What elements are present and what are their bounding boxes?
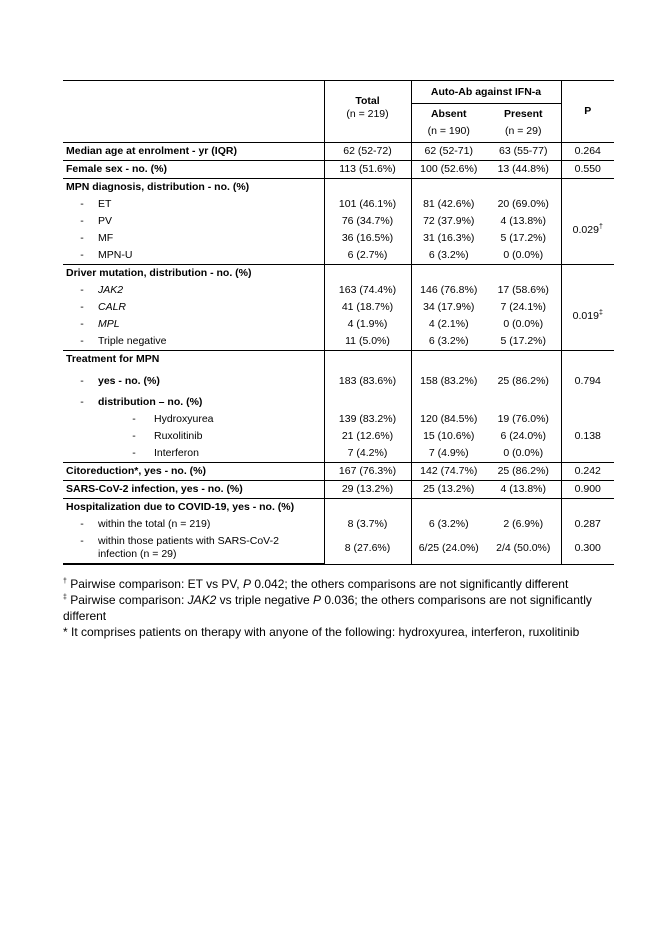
- cell-absent: 6 (3.2%): [411, 333, 486, 351]
- row-dash: -: [80, 284, 84, 296]
- cell-absent: 6 (3.2%): [411, 247, 486, 265]
- characteristics-table: [63, 80, 614, 565]
- cell-absent: 4 (2.1%): [411, 316, 486, 333]
- row-dash: -: [80, 215, 84, 227]
- cell-present: 20 (69.0%): [497, 198, 549, 210]
- row-label: within the total (n = 219): [98, 518, 211, 530]
- cell-total: 21 (12.6%): [324, 428, 411, 445]
- cell-total: 183 (83.6%): [324, 368, 411, 394]
- cell-total: 163 (74.4%): [324, 282, 411, 299]
- row-label: Median age at enrolment - yr (IQR): [63, 143, 324, 161]
- table-row-hospitalization-heading: [63, 499, 614, 517]
- row-dash: -: [80, 318, 84, 330]
- cell-absent: 142 (74.7%): [411, 463, 486, 481]
- header-row-1: [63, 81, 614, 104]
- cell-absent: 6 (3.2%): [411, 516, 486, 533]
- table-row-et: [63, 196, 614, 213]
- footnote-2: [63, 592, 623, 624]
- cell-absent: 6/25 (24.0%): [411, 533, 486, 565]
- header-blank-cell: [63, 81, 324, 143]
- row-label: Citoreduction*, yes - no. (%): [63, 463, 324, 481]
- cell-present: 63 (55-77): [486, 143, 561, 161]
- cell-p: 0.242: [561, 463, 614, 481]
- row-label: Hydroxyurea: [154, 413, 214, 425]
- cell-present: 5 (17.2%): [500, 232, 547, 244]
- table-row-mf: [63, 230, 614, 247]
- row-label: PV: [98, 215, 113, 227]
- header-total: [324, 81, 411, 124]
- table-row-triple-negative: [63, 333, 614, 351]
- table-row-hydroxyurea: [63, 411, 614, 428]
- cell-absent: 72 (37.9%): [411, 213, 486, 230]
- cell-absent: 7 (4.9%): [411, 445, 486, 463]
- table-row-treatment-heading: [63, 351, 614, 369]
- cell-total: 29 (13.2%): [324, 481, 411, 499]
- cell-total: 6 (2.7%): [324, 247, 411, 265]
- header-absent-n: (n = 190): [411, 123, 486, 143]
- header-present: Present: [503, 108, 543, 120]
- cell-total: 4 (1.9%): [324, 316, 411, 333]
- table-row-calr: [63, 299, 614, 316]
- table-row-treatment-distribution: [63, 394, 614, 411]
- table-row-mpn-heading: [63, 179, 614, 197]
- cell-total: 62 (52-72): [324, 143, 411, 161]
- row-dash: -: [80, 198, 84, 210]
- cell-total: 7 (4.2%): [324, 445, 411, 463]
- footnote-double-dagger-mark: ‡: [598, 309, 603, 316]
- footnote-3: * It comprises patients on therapy with anyone of the following: hydroxyurea, interferon, ruxolitinib: [63, 625, 580, 639]
- row-dash: -: [132, 413, 136, 425]
- cell-present: 0 (0.0%): [503, 318, 544, 330]
- row-dash: -: [80, 535, 84, 547]
- cell-present: 4 (13.8%): [486, 481, 561, 499]
- characteristics-table-container: [63, 80, 614, 565]
- row-dash: -: [80, 249, 84, 261]
- footnote-2-symbol: ‡: [63, 594, 67, 601]
- row-label: yes - no. (%): [98, 374, 160, 387]
- footnotes: [63, 576, 623, 640]
- table-row-hosp-total: [63, 516, 614, 533]
- row-label: MPN-U: [98, 249, 133, 261]
- table-row-citoreduction: [63, 463, 614, 481]
- cell-absent: 62 (52-71): [411, 143, 486, 161]
- cell-present: 25 (86.2%): [497, 374, 549, 387]
- row-label: Treatment for MPN: [63, 351, 324, 369]
- cell-total: 113 (51.6%): [324, 161, 411, 179]
- table-row-jak2: [63, 282, 614, 299]
- cell-present: 5 (17.2%): [500, 335, 547, 347]
- row-dash: -: [132, 430, 136, 442]
- row-dash: -: [132, 447, 136, 459]
- footnote-1-text-a: Pairwise comparison: ET vs PV,: [66, 577, 243, 591]
- cell-total: 36 (16.5%): [324, 230, 411, 247]
- table-row-ruxolitinib: [63, 428, 614, 445]
- cell-absent: 120 (84.5%): [411, 411, 486, 428]
- cell-total: 167 (76.3%): [324, 463, 411, 481]
- cell-p-value: 0.029: [572, 223, 599, 236]
- row-label: MPN diagnosis, distribution - no. (%): [63, 179, 324, 197]
- cell-present: 0 (0.0%): [503, 447, 544, 459]
- table-row-driver-heading: [63, 265, 614, 283]
- footnote-2-text-a: Pairwise comparison:: [66, 593, 188, 607]
- cell-total: 8 (27.6%): [324, 533, 411, 565]
- row-label: Interferon: [154, 447, 199, 459]
- cell-absent: 31 (16.3%): [411, 230, 486, 247]
- footnote-1-text-b: 0.042; the others comparisons are not significantly different: [251, 577, 569, 591]
- cell-absent: 15 (10.6%): [411, 428, 486, 445]
- cell-total: 101 (46.1%): [324, 196, 411, 213]
- cell-total: 76 (34.7%): [324, 213, 411, 230]
- row-label: Triple negative: [98, 335, 167, 347]
- header-autoab: Auto-Ab against IFN-a: [411, 81, 561, 104]
- footnote-2-p: P: [313, 593, 322, 607]
- row-label: Female sex - no. (%): [63, 161, 324, 179]
- row-label: Driver mutation, distribution - no. (%): [63, 265, 324, 283]
- cell-present: 2 (6.9%): [503, 518, 544, 530]
- cell-total: 41 (18.7%): [324, 299, 411, 316]
- table-row-interferon: [63, 445, 614, 463]
- cell-absent: 34 (17.9%): [411, 299, 486, 316]
- header-present-n: (n = 29): [505, 125, 542, 137]
- cell-present: 6 (24.0%): [500, 430, 547, 442]
- cell-p: 0.287: [561, 516, 614, 533]
- footnote-2-text-b: vs triple negative: [216, 593, 314, 607]
- table-row-hosp-sars: [63, 533, 614, 565]
- cell-p: 0.300: [561, 533, 614, 565]
- row-dash: -: [80, 374, 84, 387]
- cell-p: 0.550: [561, 161, 614, 179]
- cell-present: 17 (58.6%): [497, 284, 549, 296]
- cell-present: 0 (0.0%): [503, 249, 544, 261]
- header-total-label: Total: [355, 95, 380, 107]
- table-row-female: [63, 161, 614, 179]
- row-label: MF: [98, 232, 114, 244]
- cell-absent: 81 (42.6%): [411, 196, 486, 213]
- cell-total: 8 (3.7%): [324, 516, 411, 533]
- row-label: ET: [98, 198, 112, 210]
- row-dash: -: [80, 301, 84, 313]
- footnote-1-symbol: †: [63, 578, 67, 585]
- cell-p-driver: [561, 282, 614, 351]
- cell-p: 0.138: [561, 411, 614, 463]
- cell-absent: 25 (13.2%): [411, 481, 486, 499]
- table-row-mpl: [63, 316, 614, 333]
- table-row-age: [63, 143, 614, 161]
- table-row-treatment-yes: [63, 368, 614, 394]
- row-label: Hospitalization due to COVID-19, yes - no. (%): [63, 499, 324, 517]
- cell-total: 139 (83.2%): [324, 411, 411, 428]
- footnote-1-p: P: [242, 577, 251, 591]
- cell-p-value: 0.019: [572, 309, 599, 322]
- cell-absent: 158 (83.2%): [411, 368, 486, 394]
- table-row-sars: [63, 481, 614, 499]
- row-dash: -: [80, 232, 84, 244]
- cell-p-mpn: [561, 196, 614, 265]
- cell-absent: 100 (52.6%): [411, 161, 486, 179]
- cell-absent: 146 (76.8%): [411, 282, 486, 299]
- row-label: SARS-CoV-2 infection, yes - no. (%): [63, 481, 324, 499]
- footnote-dagger-mark: †: [598, 223, 603, 230]
- row-label: Ruxolitinib: [154, 430, 203, 442]
- row-label: distribution – no. (%): [98, 396, 203, 408]
- row-label: MPL: [98, 318, 120, 330]
- cell-p: 0.794: [561, 368, 614, 394]
- header-total-n: (n = 219): [346, 108, 389, 120]
- row-label: within those patients with SARS-CoV-2 infection (n = 29): [98, 535, 279, 560]
- footnote-2-jak2: JAK2: [187, 593, 217, 607]
- header-total-spacer: [324, 123, 411, 143]
- table-row-mpnu: [63, 247, 614, 265]
- footnote-2-text-c: 0.036; the others comparisons are not significantly different: [63, 593, 592, 623]
- table-row-pv: [63, 213, 614, 230]
- cell-present: 25 (86.2%): [486, 463, 561, 481]
- footnote-1: [63, 576, 623, 592]
- row-label: JAK2: [98, 284, 124, 296]
- cell-present: 7 (24.1%): [500, 301, 547, 313]
- cell-p: 0.264: [561, 143, 614, 161]
- cell-present: 13 (44.8%): [486, 161, 561, 179]
- row-dash: -: [80, 396, 84, 408]
- row-label: CALR: [98, 301, 127, 313]
- cell-present: 2/4 (50.0%): [486, 533, 561, 565]
- cell-present: 19 (76.0%): [497, 413, 549, 425]
- row-dash: -: [80, 335, 84, 347]
- row-dash: -: [80, 518, 84, 530]
- cell-p: 0.900: [561, 481, 614, 499]
- header-p: P: [561, 81, 614, 143]
- cell-total: 11 (5.0%): [324, 333, 411, 351]
- cell-present: 4 (13.8%): [500, 215, 547, 227]
- header-absent: Absent: [411, 104, 486, 124]
